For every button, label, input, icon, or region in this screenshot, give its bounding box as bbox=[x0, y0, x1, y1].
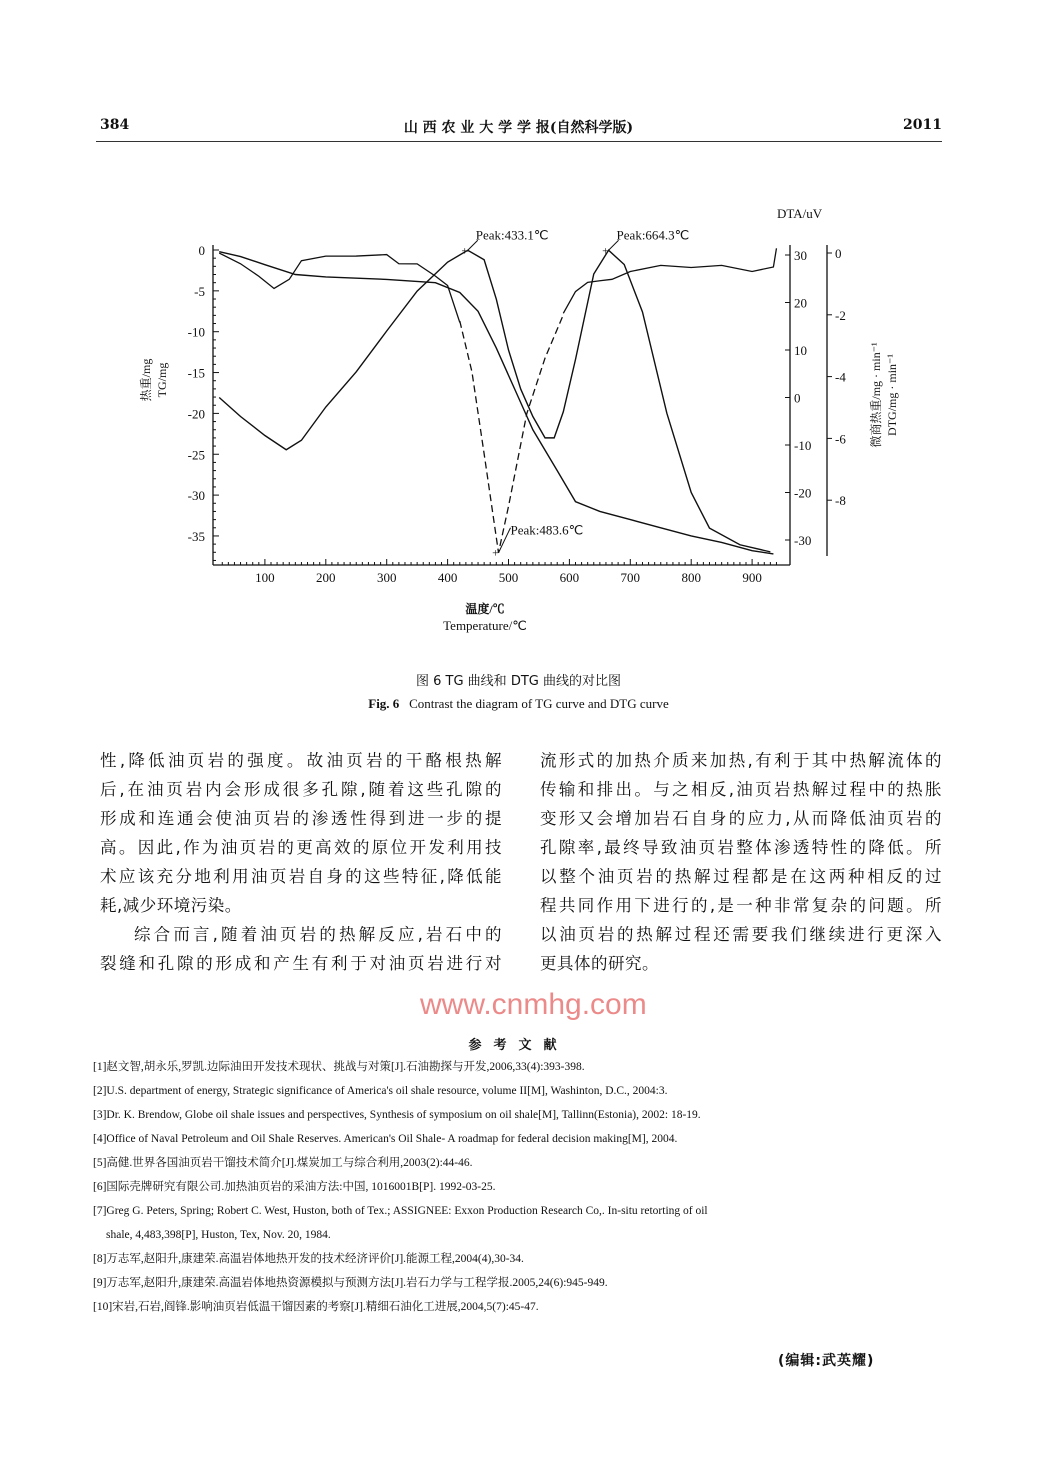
x-tick-label: 500 bbox=[498, 570, 519, 585]
dtg-tick-label: 0 bbox=[835, 246, 842, 261]
reference-item-continued: shale, 4,483,398[P], Huston, Tex, Nov. 20, 1984. bbox=[106, 1229, 331, 1241]
dtg-curve-dashed bbox=[460, 315, 564, 553]
figure-caption-en bbox=[0, 696, 1037, 712]
year: 2011 bbox=[903, 117, 942, 133]
dta-tick-label: 20 bbox=[794, 295, 807, 311]
reference-item: [3]Dr. K. Brendow, Globe oil shale issues and perspectives, Synthesis of symposium on oil shale[M], Tallinn(Estonia), 2002: 18-19. bbox=[93, 1109, 701, 1121]
left-tick-label: -20 bbox=[187, 406, 205, 422]
reference-item: [5]高健.世界各国油页岩干馏技术简介[J].煤炭加工与综合利用,2003(2):44-46. bbox=[93, 1157, 473, 1169]
right-axis-title-cn: 微商热重/mg · min⁻¹ bbox=[869, 342, 883, 448]
peak-annotation: Peak:433.1℃ bbox=[475, 227, 549, 243]
left-tick-label: -10 bbox=[187, 324, 205, 340]
dta-tick-label: -30 bbox=[794, 533, 812, 548]
dtg-tick-label: -8 bbox=[835, 493, 846, 509]
body-left-column bbox=[100, 746, 502, 978]
left-tick-label: -25 bbox=[187, 447, 205, 463]
left-tick-label: -30 bbox=[187, 488, 205, 504]
body-line: 性,降低油页岩的强度。故油页岩的干酪根热解 bbox=[100, 751, 502, 770]
left-tick-label: -15 bbox=[187, 365, 205, 381]
left-axis-title: TG/mg bbox=[155, 362, 169, 398]
left-tick-label: -5 bbox=[194, 283, 205, 299]
body-line: 耗,减少环境污染。 bbox=[100, 896, 242, 915]
figure-label: Fig. 6 bbox=[368, 696, 400, 711]
reference-item: [8]万志军,赵阳升,康建荣.高温岩体地热开发的技术经济评价[J].能源工程,2004(4),30-34. bbox=[93, 1253, 524, 1265]
tg-dtg-chart bbox=[0, 0, 1037, 650]
figure-caption-cn: 图 6 TG 曲线和 DTG 曲线的对比图 bbox=[416, 674, 621, 689]
body-line: 以整个油页岩的热解过程都是在这两种相反的过 bbox=[540, 867, 942, 886]
reference-item: [10]宋岩,石岩,阎锋.影响油页岩低温干馏因素的考察[J].精细石油化工进展,2004,5(7):45-47. bbox=[93, 1301, 539, 1313]
x-tick-label: 800 bbox=[681, 570, 701, 585]
body-line: 程共同作用下进行的,是一种非常复杂的问题。所 bbox=[540, 896, 942, 915]
dta-tick-label: -20 bbox=[794, 485, 812, 501]
editor-note: (编辑:武英耀) bbox=[778, 1353, 875, 1369]
body-right-column bbox=[540, 746, 942, 978]
x-tick-label: 200 bbox=[316, 570, 336, 585]
right-axis-title: DTG/mg · min⁻¹ bbox=[885, 354, 899, 436]
body-line: 高。因此,作为油页岩的更高效的原位开发利用技 bbox=[100, 838, 502, 857]
reference-item: [1]赵文智,胡永乐,罗凯.边际油田开发技术现状、挑战与对策[J].石油勘探与开发,2006,33(4):393-398. bbox=[93, 1061, 585, 1073]
dta-tick-label: -10 bbox=[794, 438, 812, 453]
x-tick-label: 300 bbox=[376, 570, 397, 585]
page-number: 384 bbox=[100, 117, 130, 133]
peak-marker: + bbox=[602, 243, 609, 258]
reference-item: [6]国际壳牌研究有限公司.加热油页岩的采油方法:中国, 1016001B[P]. 1992-03-25. bbox=[93, 1181, 496, 1193]
dta-curve bbox=[219, 250, 770, 552]
x-tick-label: 700 bbox=[620, 570, 641, 585]
dtg-tick-label: -4 bbox=[835, 369, 846, 385]
dta-tick-label: 10 bbox=[794, 343, 807, 358]
x-tick-label: 400 bbox=[437, 570, 458, 585]
peak-marker: + bbox=[461, 243, 469, 258]
dtg-curve bbox=[219, 253, 460, 322]
figure-caption-en-text: Contrast the diagram of TG curve and DTG curve bbox=[409, 696, 669, 711]
dtg-curve bbox=[563, 248, 776, 313]
dtg-tick-label: -6 bbox=[835, 431, 846, 447]
left-tick-label: 0 bbox=[198, 243, 205, 258]
journal-title: 山 西 农 业 大 学 学 报(自然科学版) bbox=[403, 120, 634, 136]
reference-item: [9]万志军,赵阳升,康建荣.高温岩体地热资源模拟与预测方法[J].岩石力学与工程学报.2005,24(6):945-949. bbox=[93, 1277, 608, 1289]
dta-axis-title: DTA/uV bbox=[777, 206, 823, 221]
left-tick-label: -35 bbox=[187, 528, 205, 544]
x-tick-label: 900 bbox=[742, 570, 762, 585]
body-line: 孔隙率,最终导致油页岩整体渗透特性的降低。所 bbox=[540, 838, 942, 857]
annotation-leader bbox=[499, 528, 511, 553]
watermark: www.cnmhg.com bbox=[420, 988, 647, 1021]
reference-item: [2]U.S. department of energy, Strategic significance of America's oil shale resource, volume II[M], Washinton, D.C., 2004:3. bbox=[93, 1085, 668, 1097]
body-line: 后,在油页岩内会形成很多孔隙,随着这些孔隙的 bbox=[100, 780, 502, 799]
references-heading: 参考文献 bbox=[468, 1038, 569, 1053]
body-line: 综合而言,随着油页岩的热解反应,岩石中的 bbox=[134, 925, 502, 944]
dta-tick-label: 0 bbox=[794, 390, 801, 406]
peak-annotation: Peak:483.6℃ bbox=[510, 522, 584, 538]
left-axis-title-cn: 热重/mg bbox=[139, 358, 153, 402]
body-line: 裂缝和孔隙的形成和产生有利于对油页岩进行对 bbox=[100, 954, 502, 973]
body-line: 流形式的加热介质来加热,有利于其中热解流体的 bbox=[540, 751, 942, 770]
reference-item: [7]Greg G. Peters, Spring; Robert C. West, Huston, both of Tex.; ASSIGNEE: Exxon Production Research Co,. In-situ retorting of oil bbox=[93, 1205, 708, 1217]
body-line: 以油页岩的热解过程还需要我们继续进行更深入 bbox=[540, 925, 942, 944]
x-tick-label: 600 bbox=[559, 570, 580, 585]
body-line: 术应该充分地利用油页岩自身的这些特征,降低能 bbox=[100, 867, 502, 886]
peak-marker: + bbox=[492, 545, 499, 560]
body-line: 传输和排出。与之相反,油页岩热解过程中的热胀 bbox=[540, 780, 942, 799]
x-axis-title: Temperature/℃ bbox=[443, 618, 527, 633]
x-axis-title-cn: 温度/℃ bbox=[465, 602, 505, 616]
peak-annotation: Peak:664.3℃ bbox=[616, 227, 690, 243]
references-list bbox=[93, 1055, 943, 1319]
reference-item: [4]Office of Naval Petroleum and Oil Shale Reserves. American's Oil Shale- A roadmap for federal decision making[M], 2004. bbox=[93, 1133, 678, 1145]
body-line: 更具体的研究。 bbox=[540, 954, 659, 973]
dtg-tick-label: -2 bbox=[835, 307, 846, 323]
body-line: 变形又会增加岩石自身的应力,从而降低油页岩的 bbox=[540, 809, 942, 828]
body-line: 形成和连通会使油页岩的渗透性得到进一步的提 bbox=[100, 809, 502, 828]
dta-tick-label: 30 bbox=[794, 248, 807, 263]
x-tick-label: 100 bbox=[255, 570, 275, 585]
